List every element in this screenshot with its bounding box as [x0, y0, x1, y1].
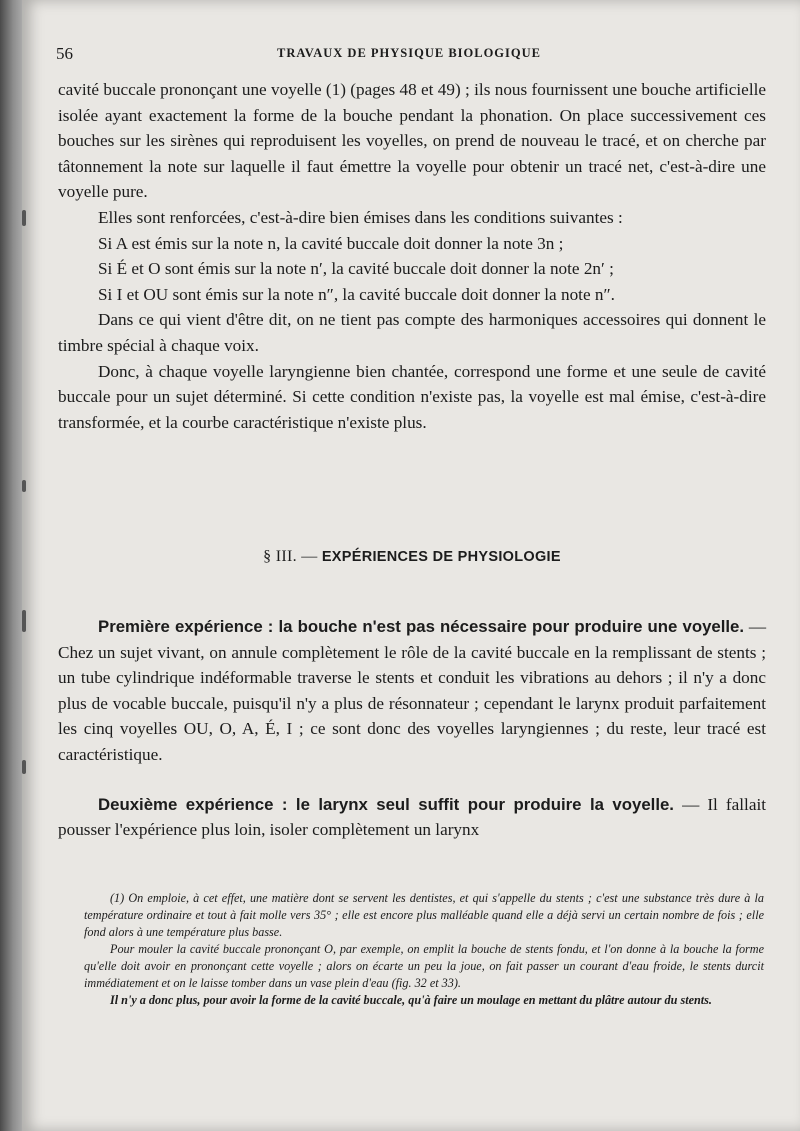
section-title: EXPÉRIENCES DE PHYSIOLOGIE — [321, 549, 561, 565]
footnotes — [84, 890, 764, 1009]
experiment-2-title: Deuxième expérience : le larynx seul suffit pour produire la voyelle. — [98, 794, 674, 814]
book-page — [22, 0, 800, 1131]
paper-speck — [22, 760, 26, 774]
section-heading — [58, 548, 766, 566]
paragraph-harmonics: Dans ce qui vient d'être dit, on ne tient pas compte des harmoniques accessoires qui donnent le timbre spécial à chaque voix. — [58, 310, 766, 355]
experiment-1-text: — Chez un sujet vivant, on annule complètement le rôle de la cavité buccale en la remplissant de stents ; un tube cylindrique indéformable traverse le stents et conduit les vibrations au dehors ; il n'y a donc plus de vocable buccale, puisqu'il n'y a plus de résonnateur ; cependant le larynx produit parfaitement les cinq voyelles OU, O, A, É, I ; ce sont donc des voyelles laryngiennes ; du reste, leur tracé est caractéristique. — [58, 617, 767, 764]
condition-a: Si A est émis sur la note n, la cavité buccale doit donner la note 3n ; — [98, 233, 564, 253]
footnote-1: (1) On emploie, à cet effet, une matière dont se servent les dentistes, et qui s'appelle du stents ; c'est une substance très dure à la température ordinaire et tout à fait molle vers 35° ; elle est encore plus malléable quand elle a déjà servi un certain nombre de fois ; elle fond alors à une température plus basse. — [84, 891, 764, 939]
experiment-2 — [58, 792, 766, 843]
page-header — [56, 44, 762, 68]
experiment-1 — [58, 614, 766, 768]
footnote-3: Il n'y a donc plus, pour avoir la forme de la cavité buccale, qu'à faire un moulage en mettant du plâtre autour du stents. — [110, 993, 712, 1007]
paragraph-continuation: cavité buccale prononçant une voyelle (1) (pages 48 et 49) ; ils nous fournissent une bouche artificielle isolée ayant exactement la forme de la bouche pendant la phonation. On place successivement ces bouches sur les sirènes qui reproduisent les voyelles, on prend de nouveau le tracé, et on cherche par tâtonnement la note sur laquelle il faut émettre la voyelle pour obtenir un tracé net, c'est-à-dire une voyelle pure. — [58, 80, 766, 202]
condition-e-o: Si É et O sont émis sur la note n′, la cavité buccale doit donner la note 2n′ ; — [98, 259, 614, 279]
paragraph-conclusion: Donc, à chaque voyelle laryngienne bien chantée, correspond une forme et une seule de cavité buccale pour un sujet déterminé. Si cette condition n'existe pas, la voyelle est mal émise, c'est-à-dire transformée, et la courbe caractéristique n'existe plus. — [58, 361, 766, 432]
paragraph-conditions-intro: Elles sont renforcées, c'est-à-dire bien émises dans les conditions suivantes : — [98, 207, 623, 227]
section-number: § III. — — [263, 548, 318, 565]
paper-speck — [22, 480, 26, 492]
paper-speck — [22, 610, 26, 632]
experiments — [58, 614, 766, 843]
running-title: TRAVAUX DE PHYSIQUE BIOLOGIQUE — [277, 46, 541, 60]
page-number: 56 — [56, 44, 73, 63]
footnote-2: Pour mouler la cavité buccale prononçant O, par exemple, on emplit la bouche de stents fondu, et l'on donne à la bouche la forme qu'elle doit avoir en prononçant cette voyelle ; alors on écarte un peu la joue, on fait passer un courant d'eau froide, le stents durcit immédiatement et on le laisse tomber dans un vase plein d'eau (fig. 32 et 33). — [84, 942, 764, 990]
experiment-2-text: — Il fallait pousser l'expérience plus loin, isoler complètement un larynx — [58, 794, 766, 840]
condition-i-ou: Si I et OU sont émis sur la note n″, la cavité buccale doit donner la note n″. — [98, 284, 615, 304]
book-binding-edge — [0, 0, 22, 1131]
paper-speck — [22, 210, 26, 226]
main-text — [58, 77, 766, 435]
experiment-1-title: Première expérience : la bouche n'est pas nécessaire pour produire une voyelle. — [98, 617, 745, 636]
